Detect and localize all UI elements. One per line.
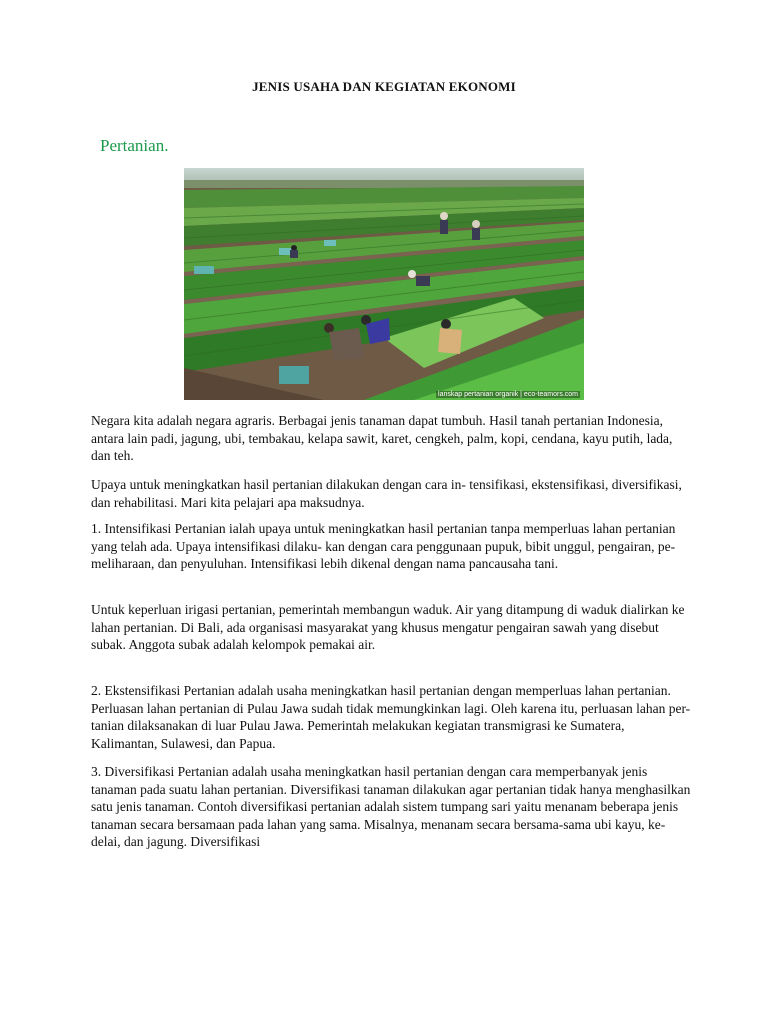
image-caption: lanskap pertanian organik | eco-teamors.com <box>438 391 578 398</box>
paragraph-upaya: Upaya untuk meningkatkan hasil pertanian dilakukan dengan cara in- tensifikasi, ekstensifikasi, diversifikasi, dan rehabilitasi. Mari kita pelajari apa maksudnya. <box>91 477 682 510</box>
paragraph-irigasi: Untuk keperluan irigasi pertanian, pemerintah membangun waduk. Air yang ditampung di waduk dialirkan ke lahan pertanian. Di Bali, ada organisasi masyarakat yang khusus mengatur pengairan sawah yang disebut subak. Anggota subak adalah kelompok pemakai air. <box>91 602 685 652</box>
paragraph-intro: Negara kita adalah negara agraris. Berbagai jenis tanaman dapat tumbuh. Hasil tanah pertanian Indonesia, antara lain padi, jagung, ubi, tembakau, kelapa sawit, karet, cengkeh, palm, kopi, cendana, kayu putih, lada, dan teh. <box>91 413 673 463</box>
section-heading: Pertanian. <box>100 136 169 155</box>
farm-illustration <box>184 168 584 400</box>
paragraph-intensifikasi: 1. Intensifikasi Pertanian ialah upaya untuk meningkatkan hasil pertanian tanpa memperluas lahan pertanian yang telah ada. Upaya intensifikasi dilaku- kan dengan cara penggunaan pupuk, bibit unggul, pengairan, pe- meliharaan, dan penyuluhan. Intensifikasi lebih dikenal dengan nama pancausaha tani. <box>91 521 676 571</box>
paragraph-ekstensifikasi: 2. Ekstensifikasi Pertanian adalah usaha meningkatkan hasil pertanian dengan memperluas lahan pertanian. Perluasan lahan pertanian di Pulau Jawa sudah tidak memungkinkan lagi. Oleh karena itu, perluasan lahan per- tanian dilaksanakan di luar Pulau Jawa. Pemerintah melakukan kegiatan transmigrasi ke Sumatera, Kalimantan, Sulawesi, dan Papua. <box>91 683 691 751</box>
paragraph-diversifikasi: 3. Diversifikasi Pertanian adalah usaha meningkatkan hasil pertanian dengan cara memperbanyak jenis tanaman pada suatu lahan pertanian. Diversifikasi tanaman dilakukan agar pertanian tidak hanya menghasilkan satu jenis tanaman. Contoh diversifikasi pertanian adalah sistem tumpang sari yaitu menanam beberapa jenis tanaman secara bersamaan pada lahan yang sama. Misalnya, menanam secara bersama-sama ubi kayu, ke- delai, dan jagung. Diversifikasi <box>91 764 691 849</box>
farm-photo <box>184 168 584 400</box>
document-title: JENIS USAHA DAN KEGIATAN EKONOMI <box>252 79 516 94</box>
